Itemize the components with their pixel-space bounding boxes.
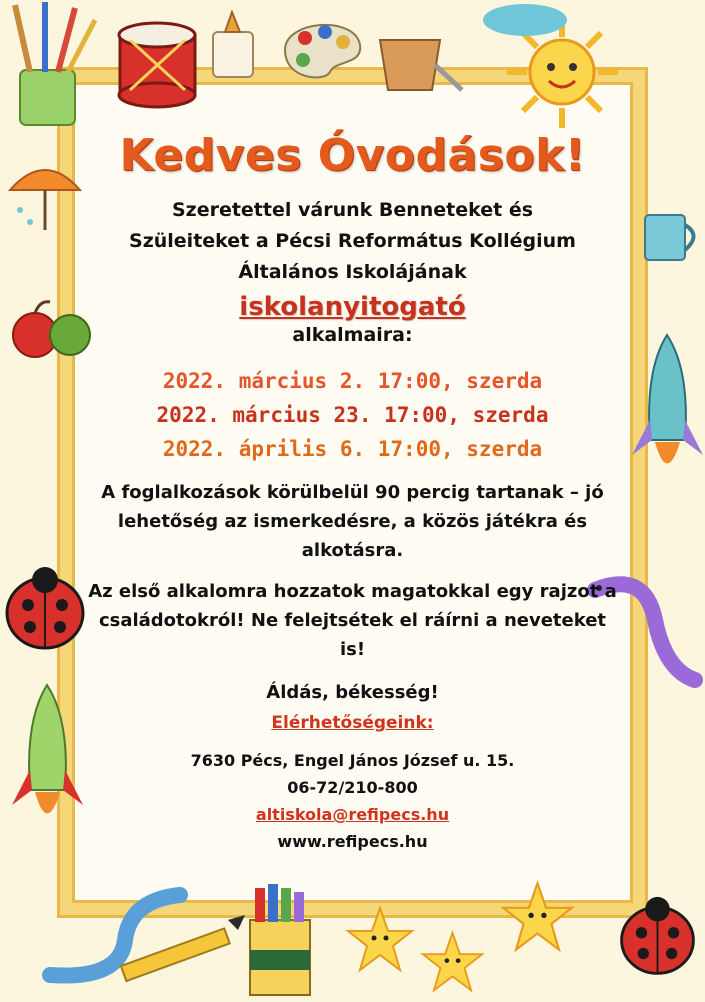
- contact-website[interactable]: www.refipecs.hu: [277, 832, 428, 851]
- glue-bottle-icon: [205, 10, 260, 80]
- pencil-icon: [110, 915, 250, 995]
- event-name: iskolanyitogató: [239, 292, 466, 322]
- flyer-content: [70, 120, 635, 855]
- intro-line: Szeretettel várunk Benneteket és: [171, 199, 534, 221]
- event-date: 2022. március 23. 17:00, szerda: [156, 403, 549, 427]
- contact-address: 7630 Pécs, Engel János József u. 15.: [190, 751, 515, 770]
- paintbrushes-icon: [0, 0, 110, 130]
- star-icon: [345, 905, 415, 975]
- mug-icon: [640, 200, 705, 270]
- intro-line: Szüleiteket a Pécsi Református Kollégium: [129, 230, 576, 252]
- drum-icon: [110, 10, 205, 120]
- cloud-icon: [480, 0, 570, 40]
- event-suffix: alkalmaira:: [292, 324, 413, 346]
- star-icon: [500, 880, 575, 955]
- drawing-paragraph: Az első alkalomra hozzatok magatokkal egy rajzot a családotokról! Ne felejtsétek el ráírni a neveteket is!: [88, 581, 617, 660]
- star-icon: [420, 930, 485, 995]
- flyer-title: Kedves Óvodások!: [119, 130, 586, 181]
- intro-line: Általános Iskolájának: [238, 261, 467, 283]
- event-date: 2022. március 2. 17:00, szerda: [162, 369, 543, 393]
- event-dates: [70, 364, 635, 466]
- paint-palette-icon: [275, 10, 365, 85]
- rocket-icon: [630, 330, 705, 490]
- contact-heading: Elérhetőségeink:: [271, 713, 434, 733]
- event-date: 2022. április 6. 17:00, szerda: [162, 437, 543, 461]
- contact-phone: 06-72/210-800: [287, 778, 418, 797]
- contact-block: [70, 747, 635, 855]
- crayons-icon: [235, 880, 325, 1000]
- duration-paragraph: A foglalkozások körülbelül 90 percig tartanak – jó lehetőség az ismerkedésre, a közös játékra és alkotásra.: [101, 482, 604, 561]
- ladybug-icon: [615, 895, 700, 980]
- pot-icon: [370, 20, 465, 100]
- contact-email-link[interactable]: altiskola@refipecs.hu: [255, 805, 450, 824]
- blessing-text: Áldás, békesség!: [266, 682, 439, 703]
- intro-text: [70, 195, 635, 288]
